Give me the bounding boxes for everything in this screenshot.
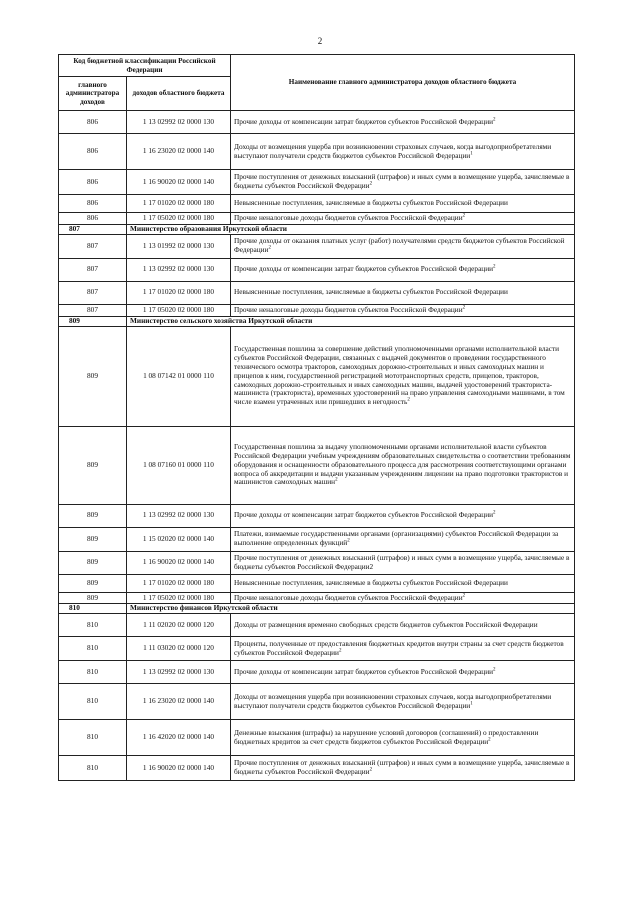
income-code-cell: 1 16 23020 02 0000 140 [127,134,231,170]
income-name-text: Прочие неналоговые доходы бюджетов субъектов Российской Федерации [234,592,463,602]
income-code-cell: 1 16 90020 02 0000 140 [127,170,231,195]
income-name-cell [231,684,575,720]
income-name-cell [231,170,575,195]
income-name-cell [231,195,575,213]
admin-code-cell: 810 [59,684,127,720]
footnote-marker: 2 [268,245,271,251]
income-name-text: Государственная пошлина за совершение действий уполномоченными органами исполнительной власти субъектов Российской Федерации, связанных с выдачей документов о проведении государственного технического осмотра тракторов, самоходных дорожно-строительных и иных самоходных машин и прицепов к ним, государственной регистрацией мототранспортных средств, прицепов, тракторов, самоходных дорожно-строительных и иных самоходных машин, выдачей удостоверений тракториста-машиниста (тракториста), временных удостоверений на право управления самоходными машинами, в том числе взамен утраченных или пришедших в негодность [234,343,565,407]
income-code-cell: 1 17 01020 02 0000 180 [127,281,231,304]
admin-code-cell: 806 [59,195,127,213]
income-name-text: Прочие поступления от денежных взысканий (штрафов) и иных сумм в возмещение ущерба, зачисляемые в бюджеты субъектов Российской Федерации [234,758,570,777]
table-row [59,426,575,504]
table-row [59,213,575,225]
income-code-cell: 1 16 23020 02 0000 140 [127,684,231,720]
table-row [59,720,575,756]
admin-code-cell: 809 [59,551,127,574]
table-row [59,258,575,281]
admin-code-cell: 809 [59,326,127,426]
table-row [59,195,575,213]
admin-code-cell: 806 [59,111,127,134]
income-code-cell: 1 13 02992 02 0000 130 [127,258,231,281]
income-code-cell: 1 08 07160 01 0000 110 [127,426,231,504]
table-row [59,756,575,781]
group-admin-code: 809 [59,316,127,326]
footnote-marker: 2 [493,264,496,270]
income-code-cell: 1 11 02020 02 0000 120 [127,614,231,637]
income-name-cell [231,637,575,661]
income-code-cell: 1 16 90020 02 0000 140 [127,551,231,574]
admin-code-cell: 809 [59,504,127,527]
income-code-cell: 1 17 05020 02 0000 180 [127,592,231,604]
admin-code-cell: 810 [59,661,127,684]
income-code-cell: 1 17 05020 02 0000 180 [127,304,231,316]
income-code-cell: 1 13 02992 02 0000 130 [127,504,231,527]
table-row [59,170,575,195]
footnote-marker: 2 [462,593,466,599]
footnote-marker: 2 [493,667,496,673]
income-name-text: Прочие доходы от оказания платных услуг (работ) получателями средств бюджетов субъектов Российской Федерации [234,236,565,255]
income-name-cell [231,551,575,574]
income-name-text: Доходы от возмещения ущерба при возникновении страховых случаев, когда выгодоприобретателями выступают получатели средств бюджетов субъектов Российской Федерации [234,141,552,160]
admin-code-cell: 807 [59,281,127,304]
table-row [59,684,575,720]
table-row [59,111,575,134]
header-name: Наименование главного администратора доходов областного бюджета [231,55,575,111]
admin-code-cell: 809 [59,426,127,504]
footnote-marker: 1 [470,701,473,707]
footnote-marker: 2 [407,397,410,403]
header-income: доходов областного бюджета [127,77,231,111]
table-row [59,281,575,304]
income-code-cell: 1 15 02020 02 0000 140 [127,527,231,551]
income-name-text: Прочие доходы от компенсации затрат бюджетов субъектов Российской Федерации [234,666,494,676]
table-row [59,592,575,604]
income-name-cell [231,213,575,225]
income-name-cell [231,756,575,781]
income-name-cell [231,234,575,258]
income-name-text: Доходы от возмещения ущерба при возникновении страховых случаев, когда выгодоприобретателями выступают получатели средств бюджетов субъектов Российской Федерации [234,691,552,710]
income-code-cell: 1 13 01992 02 0000 130 [127,234,231,258]
income-name-text: Государственная пошлина за выдачу уполномоченными органами исполнительной власти субъектов Российской Федерации учебным учреждениям образовательных свидетельства о соответствии требованиям оборудования и оснащенности образовательного процесса для рассмотрения соответствующими органами вопроса об аккредитации и выдачи указанным учреждениям лицензии на право подготовки трактористов и машинистов самоходных машин [234,441,571,487]
income-code-cell: 1 08 07142 01 0000 110 [127,326,231,426]
income-name-cell [231,661,575,684]
admin-code-cell: 806 [59,170,127,195]
admin-code-cell: 807 [59,258,127,281]
table-row [59,504,575,527]
footnote-marker: 1 [470,151,473,157]
income-code-cell: 1 17 05020 02 0000 180 [127,213,231,225]
income-name-cell [231,134,575,170]
income-name-cell [231,574,575,592]
admin-code-cell: 810 [59,756,127,781]
admin-code-cell: 807 [59,304,127,316]
table-row [59,234,575,258]
admin-code-cell: 807 [59,234,127,258]
income-name-cell [231,326,575,426]
budget-classification-table [58,54,575,781]
income-code-cell: 1 16 90020 02 0000 140 [127,756,231,781]
group-row [59,316,575,326]
income-name-text: Прочие доходы от компенсации затрат бюджетов субъектов Российской Федерации [234,116,494,126]
income-name-text: Прочие поступления от денежных взысканий (штрафов) и иных сумм в возмещение ущерба, зачисляемые в бюджеты субъектов Российской Федерации2 [234,552,570,571]
income-name-text: Проценты, полученные от предоставления бюджетных кредитов внутри страны за счет средств бюджетов субъектов Российской Федерации [234,638,564,657]
income-name-text: Прочие доходы от компенсации затрат бюджетов субъектов Российской Федерации [234,510,494,520]
table-row [59,326,575,426]
income-name-text: Невыясненные поступления, зачисляемые в бюджеты субъектов Российской Федерации [234,577,508,587]
income-name-cell [231,111,575,134]
income-name-cell [231,504,575,527]
income-name-text: Невыясненные поступления, зачисляемые в бюджеты субъектов Российской Федерации [234,287,508,297]
income-name-text: Прочие доходы от компенсации затрат бюджетов субъектов Российской Федерации [234,264,494,274]
table-row [59,637,575,661]
admin-code-cell: 806 [59,213,127,225]
footnote-marker: 2 [347,538,350,544]
header-admin: главного администратора доходов [59,77,127,111]
footnote-marker: 2 [462,213,466,219]
footnote-marker: 2 [335,477,338,483]
group-ministry-name: Министерство образования Иркутской области [127,224,575,234]
income-name-cell [231,258,575,281]
admin-code-cell: 810 [59,614,127,637]
income-name-text: Невыясненные поступления, зачисляемые в бюджеты субъектов Российской Федерации [234,198,508,208]
income-name-text: Прочие поступления от денежных взысканий (штрафов) и иных сумм в возмещение ущерба, зачисляемые в бюджеты субъектов Российской Федерации [234,172,570,190]
footnote-marker: 2 [493,117,496,123]
admin-code-cell: 810 [59,637,127,661]
table-row [59,551,575,574]
income-name-cell [231,592,575,604]
income-name-text: Прочие неналоговые доходы бюджетов субъектов Российской Федерации [234,213,463,222]
table-row [59,614,575,637]
footnote-marker: 2 [462,305,466,311]
footnote-marker: 2 [369,767,373,773]
admin-code-cell: 806 [59,134,127,170]
income-name-cell [231,304,575,316]
admin-code-cell: 810 [59,720,127,756]
table-row [59,304,575,316]
income-name-cell [231,527,575,551]
income-name-text: Платежи, взимаемые государственными органами (организациями) субъектов Российской Федерации за выполнение определенных функций [234,529,559,548]
group-admin-code: 810 [59,604,127,614]
income-name-cell [231,720,575,756]
income-code-cell: 1 13 02992 02 0000 130 [127,111,231,134]
group-row [59,224,575,234]
income-name-cell [231,614,575,637]
income-name-cell [231,426,575,504]
group-admin-code: 807 [59,224,127,234]
admin-code-cell: 809 [59,574,127,592]
footnote-marker: 2 [338,648,342,654]
income-code-cell: 1 17 01020 02 0000 180 [127,195,231,213]
income-code-cell: 1 11 03020 02 0000 120 [127,637,231,661]
footnote-marker: 2 [488,737,491,743]
group-ministry-name: Министерство финансов Иркутской области [127,604,575,614]
group-ministry-name: Министерство сельского хозяйства Иркутской области [127,316,575,326]
table-row [59,574,575,592]
income-code-cell: 1 17 01020 02 0000 180 [127,574,231,592]
footnote-marker: 2 [493,510,496,516]
income-name-text: Прочие неналоговые доходы бюджетов субъектов Российской Федерации [234,304,463,314]
admin-code-cell: 809 [59,592,127,604]
income-code-cell: 1 16 42020 02 0000 140 [127,720,231,756]
table-row [59,527,575,551]
group-row [59,604,575,614]
header-code-group: Код бюджетной классификации Российской Федерации [59,55,231,77]
table-row [59,661,575,684]
admin-code-cell: 809 [59,527,127,551]
footnote-marker: 2 [369,181,373,187]
page-number: 2 [317,36,323,46]
income-name-text: Доходы от размещения временно свободных средств бюджетов субъектов Российской Федерации [234,619,538,629]
income-name-text: Денежные взыскания (штрафы) за нарушение условий договоров (соглашений) о предоставлении бюджетных кредитов за счет средств бюджетов субъектов Российской Федерации [234,727,539,746]
income-code-cell: 1 13 02992 02 0000 130 [127,661,231,684]
income-name-cell [231,281,575,304]
table-row [59,134,575,170]
